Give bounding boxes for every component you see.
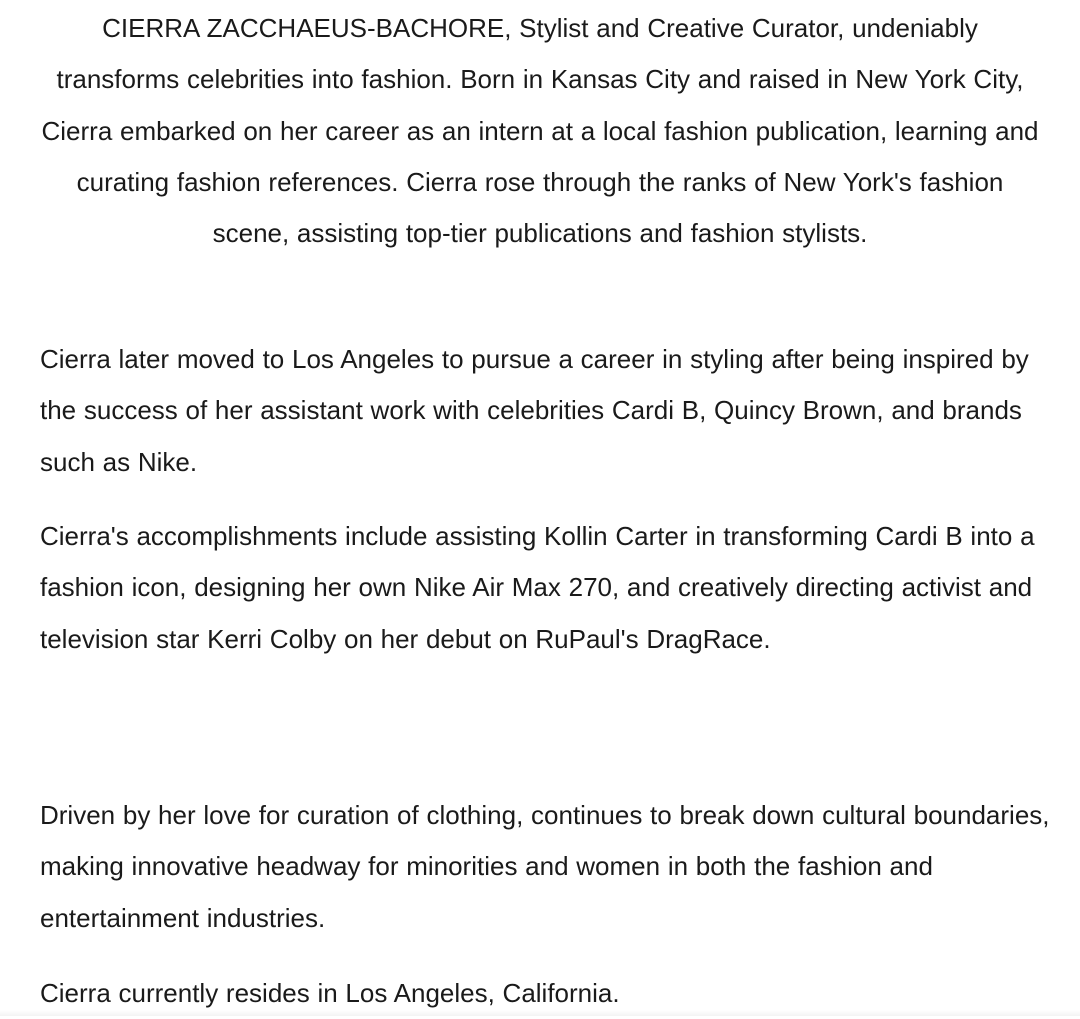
bio-accomplishments-paragraph: Cierra's accomplishments include assisting Kollin Carter in transforming Cardi B into a fashion icon, designing her own Nike Air Max 270, and creatively directing activist and television star Kerri Colby on her debut on RuPaul's DragRace. [40,521,1035,654]
bio-residence-paragraph: Cierra currently resides in Los Angeles, California. [40,978,620,1008]
bio-driven-paragraph: Driven by her love for curation of clothing, continues to break down cultural boundaries, making innovative headway for minorities and women in both the fashion and entertainment industries. [40,800,1050,933]
bottom-edge-shade [0,1010,1080,1016]
bio-los-angeles-paragraph: Cierra later moved to Los Angeles to pursue a career in styling after being inspired by the success of her assistant work with celebrities Cardi B, Quincy Brown, and brands such as Nike. [40,344,1029,477]
bio-intro-paragraph: CIERRA ZACCHAEUS-BACHORE, Stylist and Creative Curator, undeniably transforms celebrities into fashion. Born in Kansas City and raised in New York City, Cierra embarked on her career as an intern at a local fashion publication, learning and curating fashion references. Cierra rose through the ranks of New York's fashion scene, assisting top-tier publications and fashion stylists. [41,13,1039,249]
